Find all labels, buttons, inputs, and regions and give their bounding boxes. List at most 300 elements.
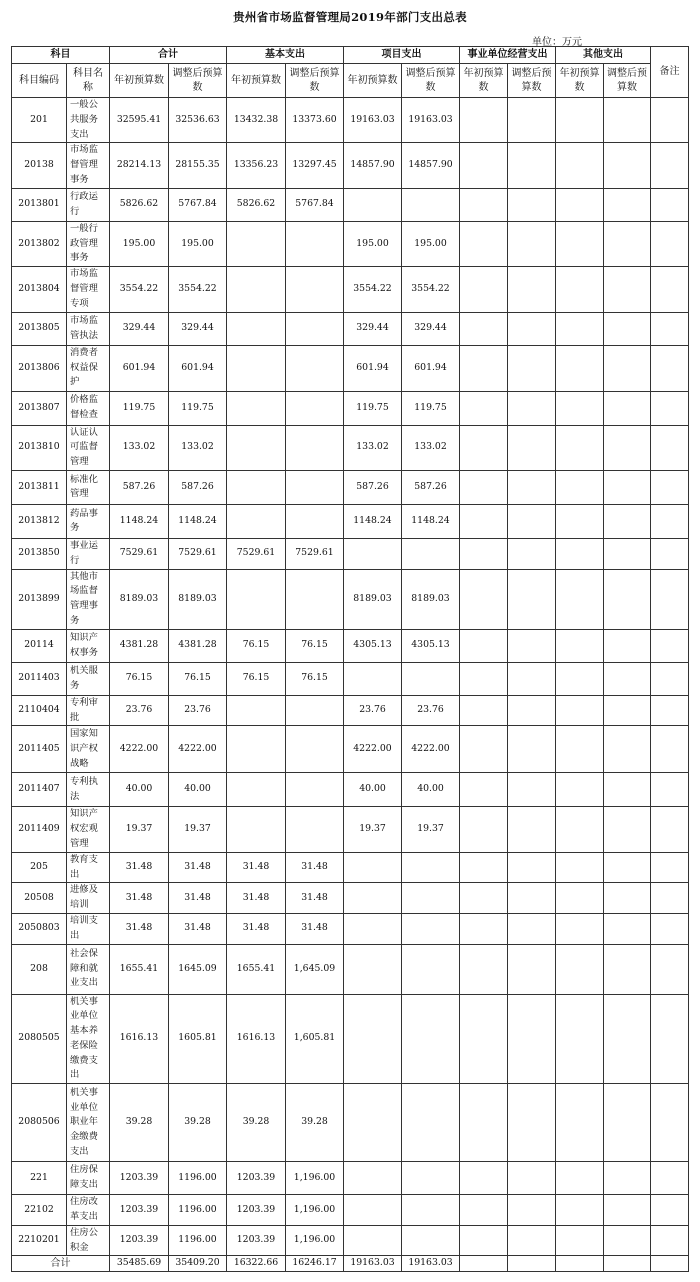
cell-remark xyxy=(651,221,689,266)
cell-remark xyxy=(651,807,689,852)
cell-basic-adj: 1,196.00 xyxy=(286,1225,344,1256)
cell-basic-init xyxy=(227,569,286,629)
cell-empty xyxy=(556,1225,604,1256)
cell-basic-adj: 13297.45 xyxy=(286,143,344,188)
cell-proj-init: 19.37 xyxy=(344,807,402,852)
cell-empty xyxy=(651,1256,689,1272)
cell-basic-adj: 1,605.81 xyxy=(286,994,344,1084)
cell-empty xyxy=(604,425,651,470)
cell-empty xyxy=(460,1225,508,1256)
cell-empty xyxy=(460,994,508,1084)
cell-basic-adj: 76.15 xyxy=(286,662,344,695)
cell-empty xyxy=(460,98,508,143)
cell-empty xyxy=(460,883,508,914)
cell-total-adj: 1196.00 xyxy=(169,1225,227,1256)
cell-name: 专利审批 xyxy=(67,695,110,726)
cell-proj-adj xyxy=(402,994,460,1084)
cell-name: 一般行政管理事务 xyxy=(67,221,110,266)
cell-empty xyxy=(508,726,556,773)
cell-empty xyxy=(508,569,556,629)
total-total-init: 35485.69 xyxy=(110,1256,169,1272)
cell-empty xyxy=(556,726,604,773)
cell-empty xyxy=(604,391,651,425)
cell-code: 2013805 xyxy=(12,312,67,345)
cell-code: 22102 xyxy=(12,1195,67,1226)
cell-empty xyxy=(556,425,604,470)
cell-proj-init: 601.94 xyxy=(344,345,402,391)
table-row xyxy=(12,629,689,662)
cell-total-adj: 1605.81 xyxy=(169,994,227,1084)
cell-basic-init: 31.48 xyxy=(227,852,286,883)
cell-empty xyxy=(604,312,651,345)
cell-proj-adj: 195.00 xyxy=(402,221,460,266)
cell-name: 社会保障和就业支出 xyxy=(67,944,110,994)
cell-empty xyxy=(604,773,651,807)
cell-empty xyxy=(508,1256,556,1272)
cell-code: 2013801 xyxy=(12,188,67,221)
cell-code: 20508 xyxy=(12,883,67,914)
cell-total-adj: 3554.22 xyxy=(169,267,227,312)
cell-empty xyxy=(508,629,556,662)
cell-basic-init: 13432.38 xyxy=(227,98,286,143)
cell-proj-init: 14857.90 xyxy=(344,143,402,188)
total-label: 合计 xyxy=(12,1256,110,1272)
cell-basic-init xyxy=(227,695,286,726)
header-project-initial: 年初预算数 xyxy=(344,64,402,98)
cell-proj-init xyxy=(344,994,402,1084)
cell-basic-init xyxy=(227,391,286,425)
cell-code: 2011409 xyxy=(12,807,67,852)
cell-code: 20114 xyxy=(12,629,67,662)
header-basic-adjusted: 调整后预算数 xyxy=(286,64,344,98)
cell-name: 机关服务 xyxy=(67,662,110,695)
cell-total-adj: 76.15 xyxy=(169,662,227,695)
cell-basic-adj xyxy=(286,391,344,425)
cell-empty xyxy=(604,695,651,726)
cell-remark xyxy=(651,143,689,188)
cell-remark xyxy=(651,425,689,470)
cell-remark xyxy=(651,1195,689,1226)
cell-proj-adj: 23.76 xyxy=(402,695,460,726)
cell-empty xyxy=(508,221,556,266)
cell-empty xyxy=(460,143,508,188)
cell-remark xyxy=(651,538,689,569)
header-total: 合计 xyxy=(110,47,227,64)
cell-basic-adj: 1,196.00 xyxy=(286,1195,344,1226)
cell-empty xyxy=(460,1256,508,1272)
cell-empty xyxy=(556,1084,604,1162)
cell-empty xyxy=(604,883,651,914)
cell-basic-adj xyxy=(286,807,344,852)
cell-proj-adj xyxy=(402,188,460,221)
table-row xyxy=(12,883,689,914)
header-basic: 基本支出 xyxy=(227,47,344,64)
cell-total-adj: 28155.35 xyxy=(169,143,227,188)
table-row xyxy=(12,1225,689,1256)
cell-total-init: 1655.41 xyxy=(110,944,169,994)
cell-code: 2013802 xyxy=(12,221,67,266)
cell-empty xyxy=(508,944,556,994)
cell-remark xyxy=(651,695,689,726)
cell-empty xyxy=(460,944,508,994)
cell-total-init: 23.76 xyxy=(110,695,169,726)
total-proj-init: 19163.03 xyxy=(344,1256,402,1272)
cell-total-init: 1203.39 xyxy=(110,1195,169,1226)
cell-proj-init xyxy=(344,188,402,221)
cell-remark xyxy=(651,391,689,425)
cell-empty xyxy=(556,944,604,994)
cell-empty xyxy=(508,994,556,1084)
cell-basic-adj xyxy=(286,425,344,470)
cell-total-init: 31.48 xyxy=(110,883,169,914)
cell-empty xyxy=(556,695,604,726)
cell-proj-adj: 119.75 xyxy=(402,391,460,425)
cell-proj-adj xyxy=(402,538,460,569)
cell-empty xyxy=(556,883,604,914)
cell-proj-adj: 133.02 xyxy=(402,425,460,470)
cell-empty xyxy=(508,773,556,807)
cell-basic-adj xyxy=(286,267,344,312)
cell-proj-adj xyxy=(402,944,460,994)
cell-proj-init xyxy=(344,1225,402,1256)
cell-name: 国家知识产权战略 xyxy=(67,726,110,773)
cell-empty xyxy=(460,538,508,569)
table-row xyxy=(12,345,689,391)
cell-name: 市场监督管理事务 xyxy=(67,143,110,188)
cell-remark xyxy=(651,267,689,312)
cell-total-init: 1616.13 xyxy=(110,994,169,1084)
cell-empty xyxy=(460,391,508,425)
cell-basic-init: 1616.13 xyxy=(227,994,286,1084)
cell-proj-adj xyxy=(402,662,460,695)
cell-total-init: 1148.24 xyxy=(110,504,169,538)
header-code: 科目编码 xyxy=(12,64,67,98)
cell-empty xyxy=(556,221,604,266)
table-row xyxy=(12,221,689,266)
cell-remark xyxy=(651,312,689,345)
cell-remark xyxy=(651,944,689,994)
cell-name: 消费者权益保护 xyxy=(67,345,110,391)
cell-empty xyxy=(508,143,556,188)
cell-proj-init: 3554.22 xyxy=(344,267,402,312)
cell-total-init: 195.00 xyxy=(110,221,169,266)
cell-empty xyxy=(604,1084,651,1162)
cell-proj-adj xyxy=(402,883,460,914)
cell-total-init: 133.02 xyxy=(110,425,169,470)
cell-proj-init xyxy=(344,852,402,883)
cell-proj-adj: 40.00 xyxy=(402,773,460,807)
cell-proj-init: 4222.00 xyxy=(344,726,402,773)
cell-proj-init xyxy=(344,1084,402,1162)
table-row xyxy=(12,391,689,425)
cell-total-adj: 5767.84 xyxy=(169,188,227,221)
cell-code: 2013850 xyxy=(12,538,67,569)
cell-empty xyxy=(460,312,508,345)
cell-basic-init: 39.28 xyxy=(227,1084,286,1162)
cell-proj-adj: 4305.13 xyxy=(402,629,460,662)
cell-basic-adj xyxy=(286,726,344,773)
cell-empty xyxy=(604,944,651,994)
cell-empty xyxy=(508,1084,556,1162)
cell-basic-adj xyxy=(286,470,344,504)
cell-empty xyxy=(460,695,508,726)
cell-name: 市场监督管理专项 xyxy=(67,267,110,312)
header-project-adjusted: 调整后预算数 xyxy=(402,64,460,98)
cell-basic-adj xyxy=(286,221,344,266)
cell-empty xyxy=(460,807,508,852)
cell-basic-init: 7529.61 xyxy=(227,538,286,569)
cell-empty xyxy=(508,883,556,914)
cell-total-adj: 133.02 xyxy=(169,425,227,470)
cell-code: 2011407 xyxy=(12,773,67,807)
cell-basic-adj: 31.48 xyxy=(286,852,344,883)
cell-empty xyxy=(508,1162,556,1195)
cell-empty xyxy=(604,1162,651,1195)
header-row-2 xyxy=(12,64,689,98)
cell-code: 2013804 xyxy=(12,267,67,312)
cell-empty xyxy=(508,695,556,726)
cell-empty xyxy=(604,807,651,852)
cell-basic-init xyxy=(227,425,286,470)
cell-empty xyxy=(604,267,651,312)
cell-code: 2013811 xyxy=(12,470,67,504)
cell-empty xyxy=(460,470,508,504)
cell-total-adj: 4381.28 xyxy=(169,629,227,662)
cell-proj-adj: 329.44 xyxy=(402,312,460,345)
cell-name: 教育支出 xyxy=(67,852,110,883)
cell-proj-init: 329.44 xyxy=(344,312,402,345)
cell-code: 2013810 xyxy=(12,425,67,470)
table-row xyxy=(12,267,689,312)
cell-total-adj: 39.28 xyxy=(169,1084,227,1162)
cell-empty xyxy=(604,569,651,629)
cell-empty xyxy=(508,504,556,538)
cell-total-init: 32595.41 xyxy=(110,98,169,143)
cell-empty xyxy=(508,807,556,852)
total-basic-init: 16322.66 xyxy=(227,1256,286,1272)
table-row xyxy=(12,807,689,852)
cell-basic-init: 31.48 xyxy=(227,883,286,914)
cell-proj-init xyxy=(344,944,402,994)
cell-proj-init xyxy=(344,883,402,914)
cell-empty xyxy=(556,913,604,944)
cell-empty xyxy=(508,391,556,425)
cell-empty xyxy=(508,267,556,312)
table-row xyxy=(12,1195,689,1226)
cell-name: 住房改革支出 xyxy=(67,1195,110,1226)
cell-proj-adj: 4222.00 xyxy=(402,726,460,773)
header-other: 其他支出 xyxy=(556,47,651,64)
cell-total-init: 28214.13 xyxy=(110,143,169,188)
cell-proj-adj: 601.94 xyxy=(402,345,460,391)
cell-code: 221 xyxy=(12,1162,67,1195)
cell-proj-adj xyxy=(402,913,460,944)
cell-code: 2011403 xyxy=(12,662,67,695)
cell-total-init: 1203.39 xyxy=(110,1162,169,1195)
table-row xyxy=(12,188,689,221)
cell-name: 一般公共服务支出 xyxy=(67,98,110,143)
cell-name: 行政运行 xyxy=(67,188,110,221)
cell-total-adj: 31.48 xyxy=(169,913,227,944)
cell-name: 标准化管理 xyxy=(67,470,110,504)
cell-total-adj: 40.00 xyxy=(169,773,227,807)
cell-empty xyxy=(508,425,556,470)
cell-empty xyxy=(604,345,651,391)
cell-code: 2013899 xyxy=(12,569,67,629)
cell-empty xyxy=(604,1256,651,1272)
cell-total-init: 76.15 xyxy=(110,662,169,695)
cell-empty xyxy=(604,470,651,504)
total-row xyxy=(12,1256,689,1272)
cell-empty xyxy=(556,188,604,221)
cell-proj-adj xyxy=(402,1225,460,1256)
cell-proj-init: 4305.13 xyxy=(344,629,402,662)
cell-code: 2013812 xyxy=(12,504,67,538)
cell-proj-init xyxy=(344,662,402,695)
cell-code: 205 xyxy=(12,852,67,883)
table-row xyxy=(12,538,689,569)
cell-empty xyxy=(508,98,556,143)
cell-code: 2080506 xyxy=(12,1084,67,1162)
cell-empty xyxy=(460,267,508,312)
header-project: 项目支出 xyxy=(344,47,460,64)
cell-proj-init: 8189.03 xyxy=(344,569,402,629)
page-title: 贵州省市场监督管理局2019年部门支出总表 xyxy=(233,10,467,24)
cell-empty xyxy=(508,345,556,391)
cell-basic-adj xyxy=(286,569,344,629)
cell-basic-init: 1203.39 xyxy=(227,1162,286,1195)
cell-name: 进修及培训 xyxy=(67,883,110,914)
cell-empty xyxy=(556,807,604,852)
cell-total-adj: 1148.24 xyxy=(169,504,227,538)
cell-name: 知识产权宏观管理 xyxy=(67,807,110,852)
cell-empty xyxy=(604,852,651,883)
cell-total-adj: 7529.61 xyxy=(169,538,227,569)
table-row xyxy=(12,662,689,695)
table-row xyxy=(12,913,689,944)
cell-proj-init: 133.02 xyxy=(344,425,402,470)
cell-proj-adj: 19.37 xyxy=(402,807,460,852)
cell-empty xyxy=(508,1225,556,1256)
header-total-initial: 年初预算数 xyxy=(110,64,169,98)
cell-total-adj: 1645.09 xyxy=(169,944,227,994)
cell-proj-adj xyxy=(402,1084,460,1162)
cell-total-adj: 19.37 xyxy=(169,807,227,852)
cell-total-adj: 119.75 xyxy=(169,391,227,425)
cell-basic-init xyxy=(227,807,286,852)
cell-total-adj: 23.76 xyxy=(169,695,227,726)
header-total-adjusted: 调整后预算数 xyxy=(169,64,227,98)
cell-empty xyxy=(604,188,651,221)
cell-basic-adj: 31.48 xyxy=(286,913,344,944)
cell-total-adj: 195.00 xyxy=(169,221,227,266)
cell-empty xyxy=(556,629,604,662)
header-business-initial: 年初预算数 xyxy=(460,64,508,98)
cell-name: 机关事业单位职业年金缴费支出 xyxy=(67,1084,110,1162)
table-row xyxy=(12,944,689,994)
cell-total-init: 31.48 xyxy=(110,913,169,944)
cell-remark xyxy=(651,726,689,773)
cell-total-adj: 329.44 xyxy=(169,312,227,345)
table-row xyxy=(12,312,689,345)
cell-code: 208 xyxy=(12,944,67,994)
cell-empty xyxy=(508,188,556,221)
cell-basic-init: 13356.23 xyxy=(227,143,286,188)
cell-basic-adj: 13373.60 xyxy=(286,98,344,143)
table-row xyxy=(12,695,689,726)
cell-remark xyxy=(651,629,689,662)
cell-total-adj: 31.48 xyxy=(169,852,227,883)
cell-total-init: 587.26 xyxy=(110,470,169,504)
cell-basic-init: 31.48 xyxy=(227,913,286,944)
cell-empty xyxy=(460,569,508,629)
cell-empty xyxy=(556,345,604,391)
header-business-adjusted: 调整后预算数 xyxy=(508,64,556,98)
cell-basic-init xyxy=(227,221,286,266)
header-remark: 备注 xyxy=(651,47,689,98)
cell-remark xyxy=(651,1084,689,1162)
cell-total-adj: 32536.63 xyxy=(169,98,227,143)
table-row xyxy=(12,569,689,629)
cell-basic-init xyxy=(227,504,286,538)
cell-remark xyxy=(651,470,689,504)
cell-empty xyxy=(556,1162,604,1195)
cell-basic-adj: 39.28 xyxy=(286,1084,344,1162)
cell-total-adj: 4222.00 xyxy=(169,726,227,773)
cell-total-init: 329.44 xyxy=(110,312,169,345)
header-business: 事业单位经营支出 xyxy=(460,47,556,64)
cell-proj-init xyxy=(344,913,402,944)
cell-basic-adj xyxy=(286,345,344,391)
cell-code: 2011405 xyxy=(12,726,67,773)
cell-total-init: 40.00 xyxy=(110,773,169,807)
cell-empty xyxy=(460,504,508,538)
cell-empty xyxy=(460,629,508,662)
cell-code: 2210201 xyxy=(12,1225,67,1256)
total-total-adj: 35409.20 xyxy=(169,1256,227,1272)
cell-total-adj: 8189.03 xyxy=(169,569,227,629)
cell-proj-init xyxy=(344,538,402,569)
cell-name: 认证认可监督管理 xyxy=(67,425,110,470)
cell-name: 价格监督检查 xyxy=(67,391,110,425)
cell-empty xyxy=(556,312,604,345)
cell-code: 201 xyxy=(12,98,67,143)
cell-code: 2013806 xyxy=(12,345,67,391)
cell-remark xyxy=(651,98,689,143)
table-row xyxy=(12,994,689,1084)
table-row xyxy=(12,852,689,883)
cell-basic-init xyxy=(227,267,286,312)
cell-name: 知识产权事务 xyxy=(67,629,110,662)
header-row-1 xyxy=(12,47,689,64)
unit-label: 单位：万元 xyxy=(532,37,582,48)
cell-total-adj: 587.26 xyxy=(169,470,227,504)
cell-proj-init: 195.00 xyxy=(344,221,402,266)
cell-empty xyxy=(556,143,604,188)
cell-basic-init: 1655.41 xyxy=(227,944,286,994)
cell-basic-adj: 1,196.00 xyxy=(286,1162,344,1195)
cell-remark xyxy=(651,913,689,944)
cell-total-adj: 1196.00 xyxy=(169,1162,227,1195)
cell-empty xyxy=(460,662,508,695)
cell-empty xyxy=(556,391,604,425)
cell-empty xyxy=(460,773,508,807)
cell-basic-init: 1203.39 xyxy=(227,1225,286,1256)
total-proj-adj: 19163.03 xyxy=(402,1256,460,1272)
cell-total-init: 39.28 xyxy=(110,1084,169,1162)
cell-basic-init xyxy=(227,312,286,345)
total-basic-adj: 16246.17 xyxy=(286,1256,344,1272)
